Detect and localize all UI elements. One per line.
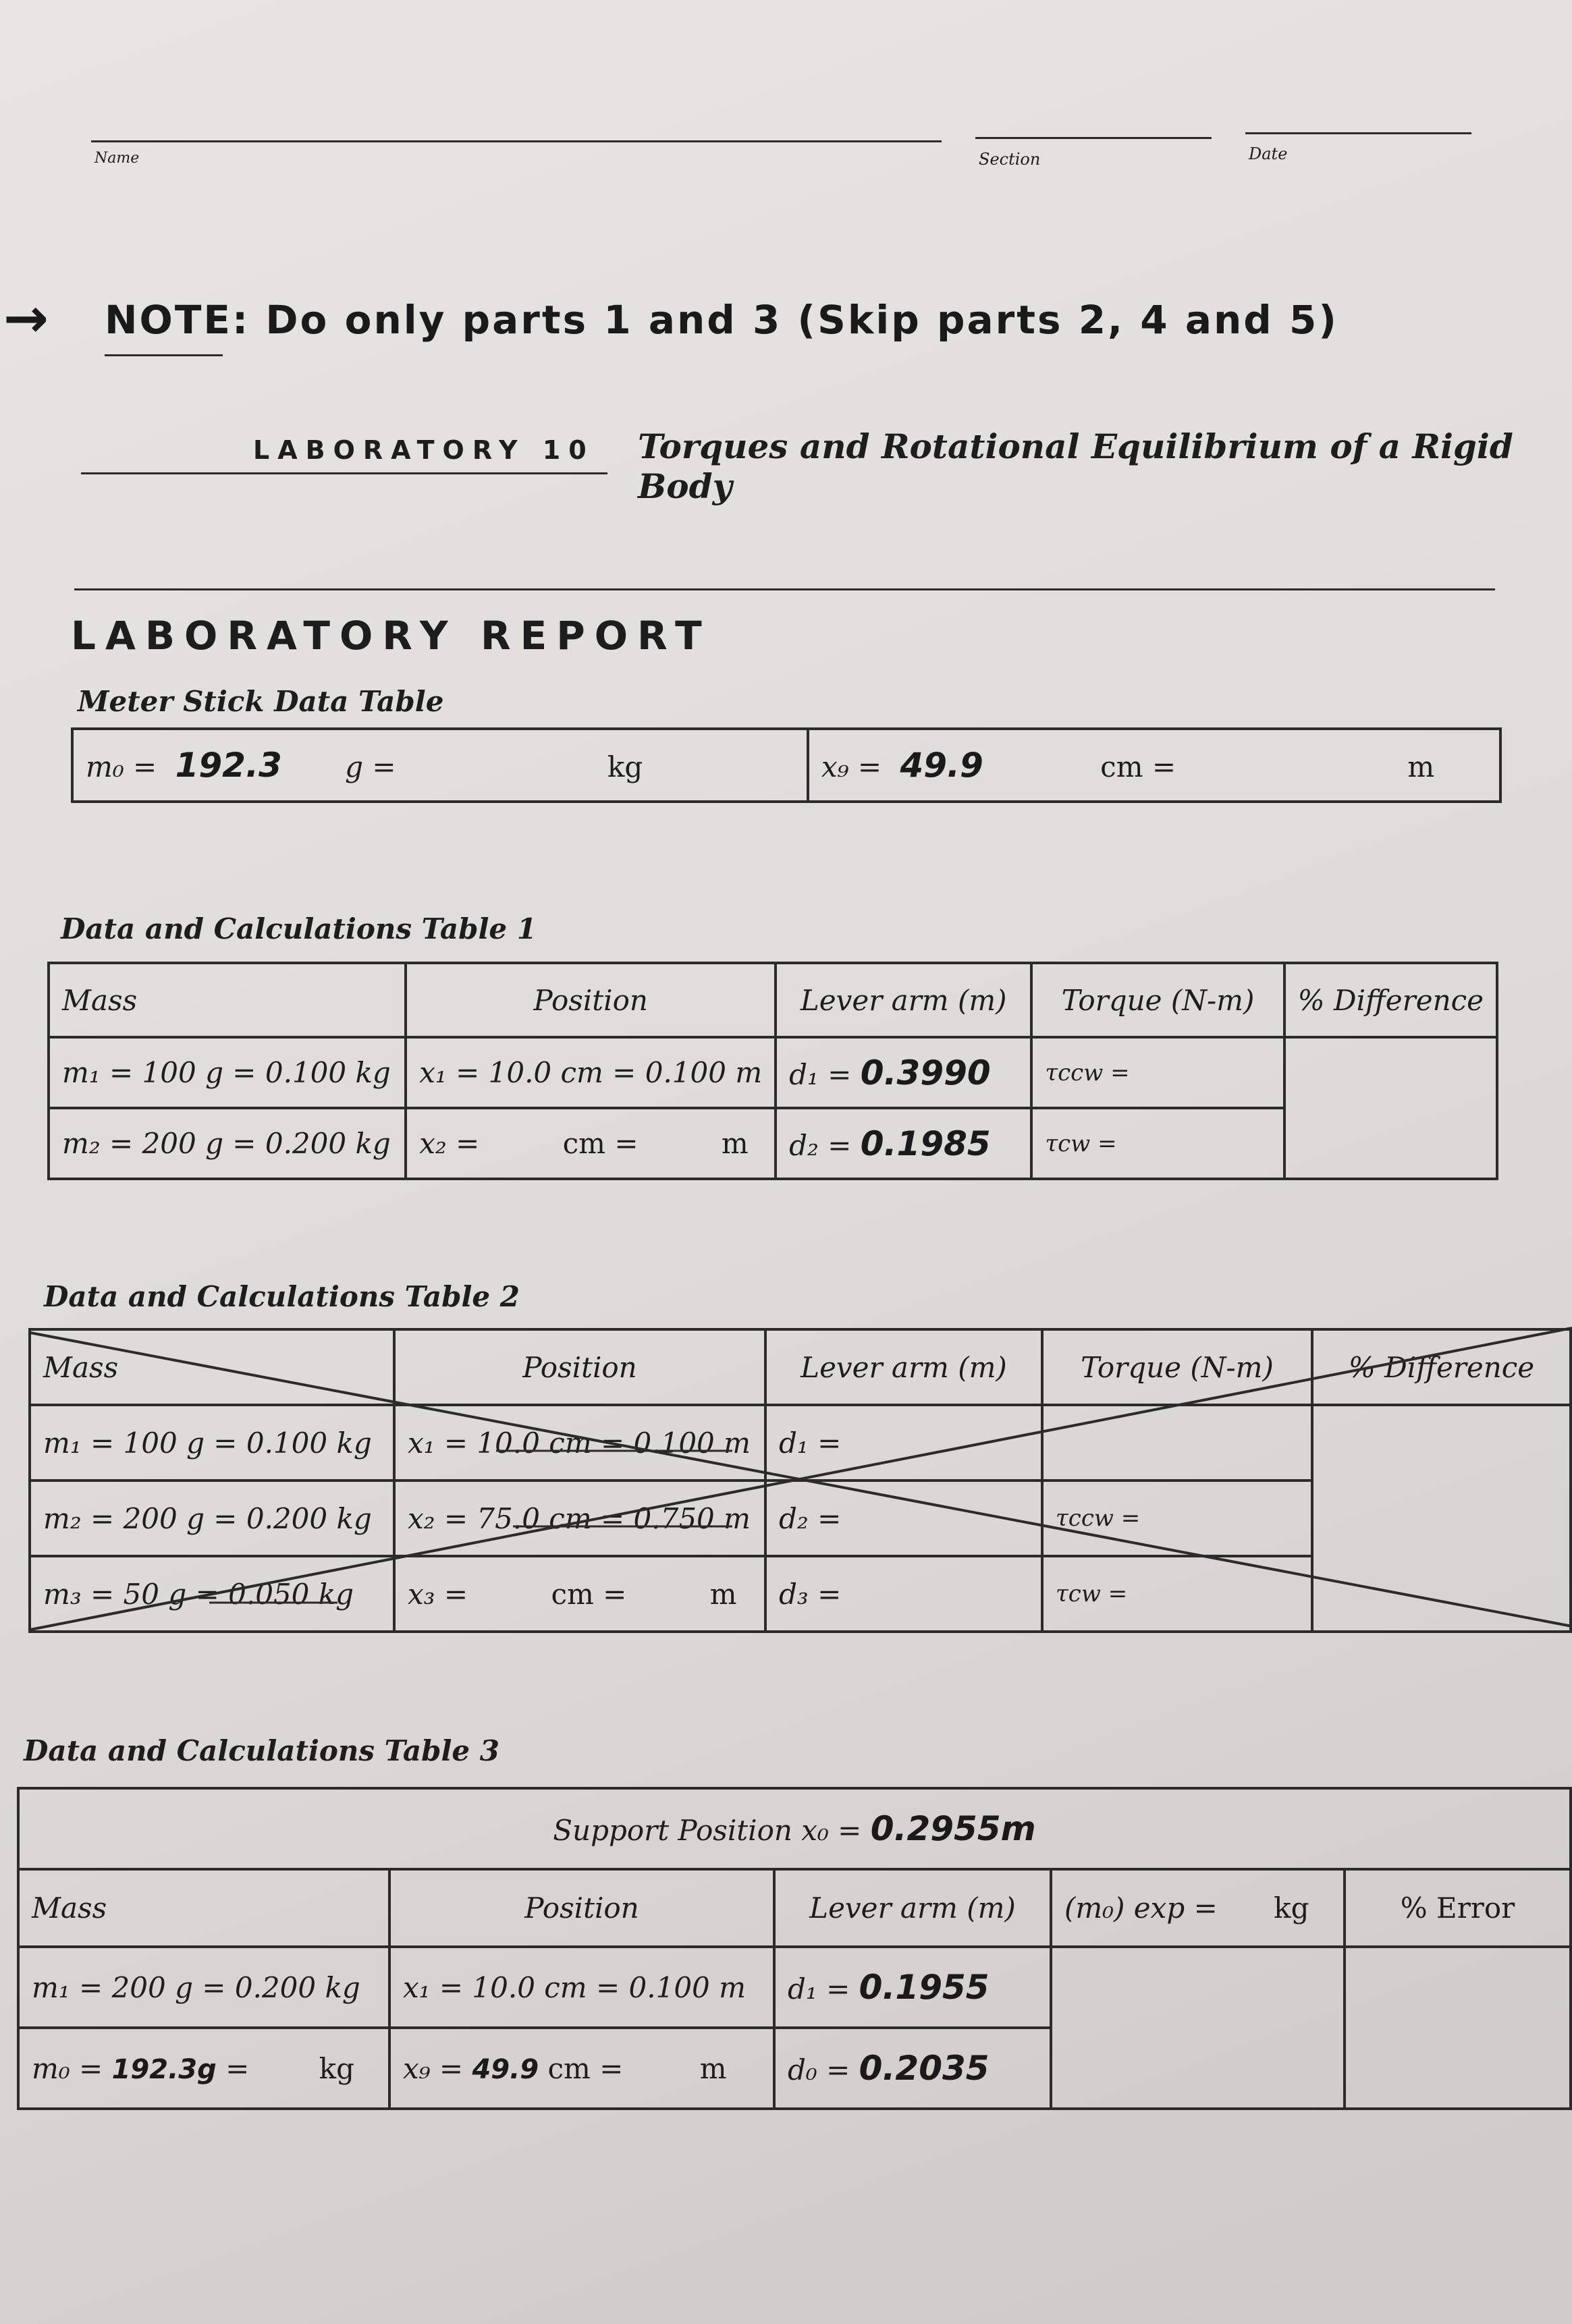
table1-caption: Data and Calculations Table 1 xyxy=(61,912,537,945)
t2-h-torque: Torque (N-m) xyxy=(1042,1329,1312,1405)
name-label: Name xyxy=(94,150,140,167)
t1-h-torque: Torque (N-m) xyxy=(1031,963,1284,1037)
t2-h-diff: % Difference xyxy=(1312,1329,1571,1405)
t3-h-mo-exp xyxy=(1051,1869,1345,1947)
t3-support-label: Support Position x₀ = xyxy=(553,1814,862,1847)
t3-r1-mass: m₁ = 200 g = 0.200 kg xyxy=(18,1947,389,2028)
table2-caption: Data and Calculations Table 2 xyxy=(44,1280,520,1313)
t2-r3-pos-cm: cm = xyxy=(551,1577,627,1611)
cm-eq: cm = xyxy=(1100,750,1176,783)
note-arrow: → xyxy=(3,287,49,350)
t1-r1-lever-value: 0.3990 xyxy=(860,1053,991,1092)
t1-h-lever: Lever arm (m) xyxy=(776,963,1031,1037)
table3-caption: Data and Calculations Table 3 xyxy=(24,1734,499,1767)
t3-h-position: Position xyxy=(389,1869,774,1947)
t1-r2-mass: m₂ = 200 g = 0.200 kg xyxy=(49,1108,406,1179)
xg-value: 49.9 xyxy=(900,746,983,785)
t3-r2-mass-eq: = xyxy=(225,2051,250,2085)
t1-r1-torque: τccw = xyxy=(1031,1037,1284,1108)
lab-title: Torques and Rotational Equilibrium of a Rigid Body xyxy=(638,426,1513,506)
t2-h-lever: Lever arm (m) xyxy=(765,1329,1042,1405)
lab-label: LABORATORY 10 xyxy=(253,435,595,465)
t2-h-position: Position xyxy=(394,1329,765,1405)
t3-h-mo-exp-unit: kg xyxy=(1274,1891,1309,1925)
xg-m-unit: m xyxy=(1407,750,1435,783)
t3-r1-lever xyxy=(774,1947,1051,2028)
t1-r2-lever-value: 0.1985 xyxy=(860,1124,991,1163)
t3-r2-lever xyxy=(774,2028,1051,2109)
t3-r2-pos-cm: cm = xyxy=(547,2051,624,2085)
t1-h-diff: % Difference xyxy=(1284,963,1497,1037)
t3-r2-pos-label: x₉ = xyxy=(403,2051,464,2085)
t1-r2-pos-label: x₂ = xyxy=(419,1127,480,1160)
t3-r2-mass-label: m₀ = xyxy=(32,2051,103,2085)
crossout-line-2 xyxy=(30,1328,1572,1630)
xg-label: x₉ = xyxy=(821,750,882,783)
date-label: Date xyxy=(1249,144,1288,163)
note-text: NOTE: Do only parts 1 and 3 (Skip parts 2, 4 and 5) xyxy=(105,297,1338,343)
t1-h-mass: Mass xyxy=(49,963,406,1037)
t3-r2-mass xyxy=(18,2028,389,2109)
t2-r1-mass: m₁ = 100 g = 0.100 kg xyxy=(30,1405,394,1481)
t3-mo-exp-cell xyxy=(1051,1947,1345,2109)
t2-r2-lever: d₂ = xyxy=(765,1481,1042,1556)
t3-r2-mass-unit: kg xyxy=(319,2051,354,2085)
t1-r1-pos: x₁ = 10.0 cm = 0.100 m xyxy=(406,1037,776,1108)
t3-r2-lever-label: d₀ = xyxy=(788,2053,850,2086)
t3-r2-pos-value: 49.9 xyxy=(472,2053,539,2085)
t2-r3-pos-label: x₃ = xyxy=(408,1577,468,1611)
t3-r1-pos: x₁ = 10.0 cm = 0.100 m xyxy=(389,1947,774,2028)
t2-r2-torque: τccw = xyxy=(1042,1481,1312,1556)
t3-r2-pos-m: m xyxy=(699,2051,727,2085)
t3-support-value: 0.2955m xyxy=(870,1809,1036,1848)
t3-h-error: % Error xyxy=(1345,1869,1571,1947)
t2-r1-lever: d₁ = xyxy=(765,1405,1042,1481)
t3-error-cell xyxy=(1345,1947,1571,2109)
section-label: Section xyxy=(979,150,1041,169)
t3-r1-lever-label: d₁ = xyxy=(788,1972,850,2005)
t3-h-mo-exp-label: (m₀) exp = xyxy=(1064,1891,1218,1925)
t2-r2-pos: x₂ = 75.0 cm = 0.750 m xyxy=(394,1481,765,1556)
meter-stick-caption: Meter Stick Data Table xyxy=(78,685,444,718)
t1-r2-pos-m: m xyxy=(721,1127,749,1160)
t2-h-mass: Mass xyxy=(30,1329,394,1405)
t2-r3-lever: d₃ = xyxy=(765,1556,1042,1632)
t1-r2-torque: τcw = xyxy=(1031,1108,1284,1179)
t3-r1-lever-value: 0.1955 xyxy=(859,1968,990,2007)
t2-r3-pos-m: m xyxy=(709,1577,737,1611)
t3-h-lever: Lever arm (m) xyxy=(774,1869,1051,1947)
table3 xyxy=(17,1787,1572,2110)
t2-r2-mass: m₂ = 200 g = 0.200 kg xyxy=(30,1481,394,1556)
mo-value: 192.3 xyxy=(175,746,282,785)
mo-label: m₀ = xyxy=(86,750,157,783)
t2-r3-mass: m₃ = 50 g = 0.050 kg xyxy=(30,1556,394,1632)
t3-r2-mass-value: 192.3g xyxy=(111,2053,217,2085)
t3-r2-pos xyxy=(389,2028,774,2109)
t1-h-position: Position xyxy=(406,963,776,1037)
g-eq: g = xyxy=(345,750,396,783)
t3-h-mass: Mass xyxy=(18,1869,389,1947)
t2-r1-pos: x₁ = 10.0 cm = 0.100 m xyxy=(394,1405,765,1481)
t2-r3-torque: τcw = xyxy=(1042,1556,1312,1632)
t1-r1-mass: m₁ = 100 g = 0.100 kg xyxy=(49,1037,406,1108)
t3-support-cell xyxy=(18,1788,1571,1869)
t1-r2-lever-label: d₂ = xyxy=(789,1128,852,1162)
report-title: LABORATORY REPORT xyxy=(71,613,711,659)
t1-r1-lever-label: d₁ = xyxy=(789,1057,852,1091)
mo-kg-unit: kg xyxy=(607,750,643,783)
t1-r2-pos-cm: cm = xyxy=(562,1127,639,1160)
t3-r2-lever-value: 0.2035 xyxy=(859,2049,990,2088)
